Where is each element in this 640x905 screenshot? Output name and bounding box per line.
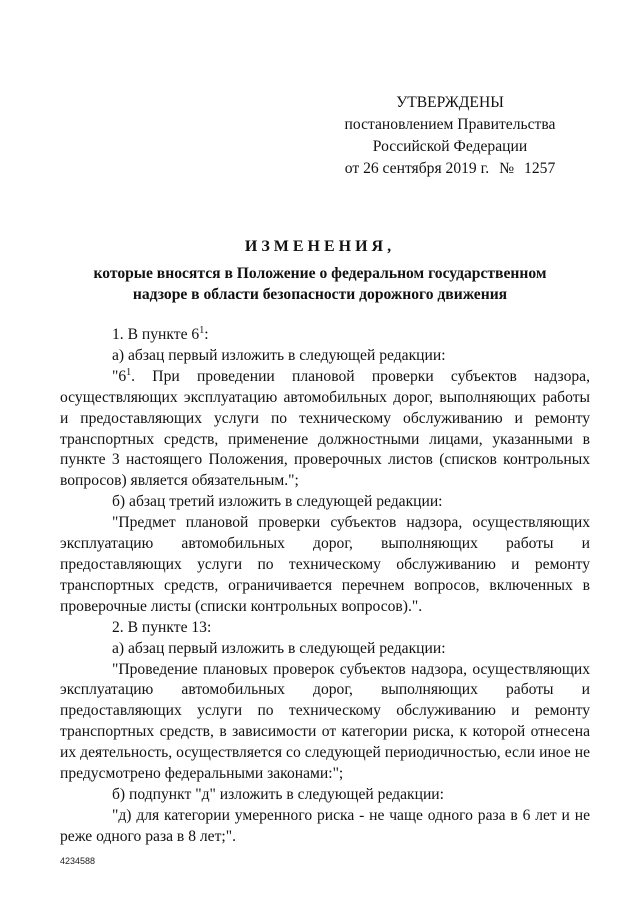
paragraph-2a-quote: "Проведение плановых проверок субъектов надзора, осуществляющих эксплуатацию автомобильных дорог, выполняющих работы и предоставляющих услуги по техническому обслуживанию и ремонту транспортных средств, в зависимости от категории риска, к которой отнесена их деятельность, осуществляется со следующей периодичностью, если иное не предусмотрено федеральными законами:"; xyxy=(60,660,590,783)
approval-line-date-number xyxy=(340,158,560,180)
paragraph-1b: б) абзац третий изложить в следующей редакции: xyxy=(112,493,443,511)
paragraph-2b-quote: "д) для категории умеренного риска - не чаще одного раза в 6 лет и не реже одного раза в 8 лет;". xyxy=(60,806,590,845)
paragraph-1a: а) абзац первый изложить в следующей редакции: xyxy=(112,346,446,364)
paragraph-2a: а) абзац первый изложить в следующей редакции: xyxy=(112,639,446,657)
resolution-number: 1257 xyxy=(524,160,556,177)
subtitle-line-2: надзоре в области безопасности дорожного движения xyxy=(132,286,508,303)
document-body xyxy=(60,325,590,848)
approval-heading: УТВЕРЖДЕНЫ xyxy=(396,94,504,111)
paragraph-item-1 xyxy=(60,325,590,346)
paragraph-item-1-end: : xyxy=(204,326,209,343)
quote-start: "6 xyxy=(112,367,127,385)
approval-line-resolution: постановлением Правительства xyxy=(344,116,556,133)
paragraph-2b: б) подпункт "д" изложить в следующей редакции: xyxy=(112,785,444,803)
approval-stamp xyxy=(340,92,560,180)
document-subtitle xyxy=(60,263,580,305)
paragraph-1b-quote: "Предмет плановой проверки субъектов надзора, осуществляющих эксплуатацию автомобильных дорог, выполняющих работы и предоставляющих услуги по техническому обслуживанию и ремонту транспортных средств, ограничивается перечнем вопросов, включенных в проверочные листы (списки контрольных вопросов).". xyxy=(60,514,590,615)
approval-line-federation: Российской Федерации xyxy=(372,138,528,155)
approval-date: от 26 сентября 2019 г. xyxy=(344,160,490,177)
paragraph-item-1-text: 1. В пункте 6 xyxy=(112,326,200,343)
paragraph-1a-quote xyxy=(60,367,590,492)
quote-text: . При проведении плановой проверки субъектов надзора, осуществляющих эксплуатацию автомобильных дорог, выполняющих работы и предоставляющих услуги по техническому обслуживанию и ремонту транспортных средств, применение должностными лицами, указанными в пункте 3 настоящего Положения, проверочных листов (списков контрольных вопросов) является обязательным."; xyxy=(60,367,590,490)
paragraph-item-2: 2. В пункте 13: xyxy=(112,618,212,636)
document-title: ИЗМЕНЕНИЯ, xyxy=(244,238,396,255)
superscript: 1 xyxy=(126,366,132,378)
subtitle-line-1: которые вносятся в Положение о федеральном государственном xyxy=(93,265,547,282)
number-sign: № xyxy=(499,160,515,177)
superscript: 1 xyxy=(199,324,205,336)
document-code: 4234588 xyxy=(60,856,96,866)
